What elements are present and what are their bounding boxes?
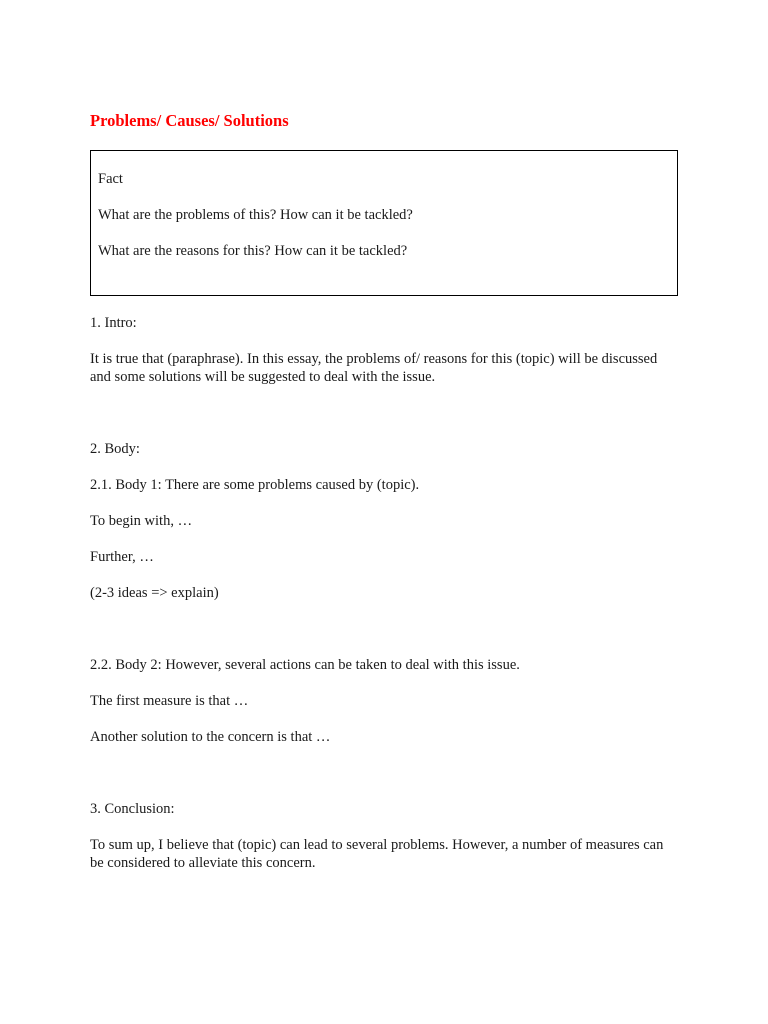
body1-line-ideas: (2-3 ideas => explain) bbox=[90, 585, 219, 601]
question-box bbox=[90, 150, 678, 296]
body-heading: 2. Body: bbox=[90, 441, 140, 457]
conclusion-paragraph: To sum up, I believe that (topic) can lead to several problems. However, a number of measures can be considered to alleviate this concern. bbox=[90, 837, 664, 871]
document-title: Problems/ Causes/ Solutions bbox=[90, 111, 289, 130]
body1-line-further: Further, … bbox=[90, 549, 154, 565]
box-fact-line: Fact bbox=[98, 171, 123, 187]
intro-heading: 1. Intro: bbox=[90, 315, 137, 331]
body2-heading: 2.2. Body 2: However, several actions can be taken to deal with this issue. bbox=[90, 657, 520, 673]
intro-paragraph: It is true that (paraphrase). In this essay, the problems of/ reasons for this (topic) will be discussed and some solutions will be suggested to deal with the issue. bbox=[90, 351, 658, 385]
box-reasons-question: What are the reasons for this? How can it be tackled? bbox=[98, 243, 408, 259]
body2-line-another-solution: Another solution to the concern is that … bbox=[90, 729, 331, 745]
conclusion-heading: 3. Conclusion: bbox=[90, 801, 175, 817]
box-problems-question: What are the problems of this? How can it be tackled? bbox=[98, 207, 413, 223]
body1-heading: 2.1. Body 1: There are some problems caused by (topic). bbox=[90, 477, 420, 493]
body1-line-begin: To begin with, … bbox=[90, 513, 193, 529]
body2-line-first-measure: The first measure is that … bbox=[90, 693, 249, 709]
